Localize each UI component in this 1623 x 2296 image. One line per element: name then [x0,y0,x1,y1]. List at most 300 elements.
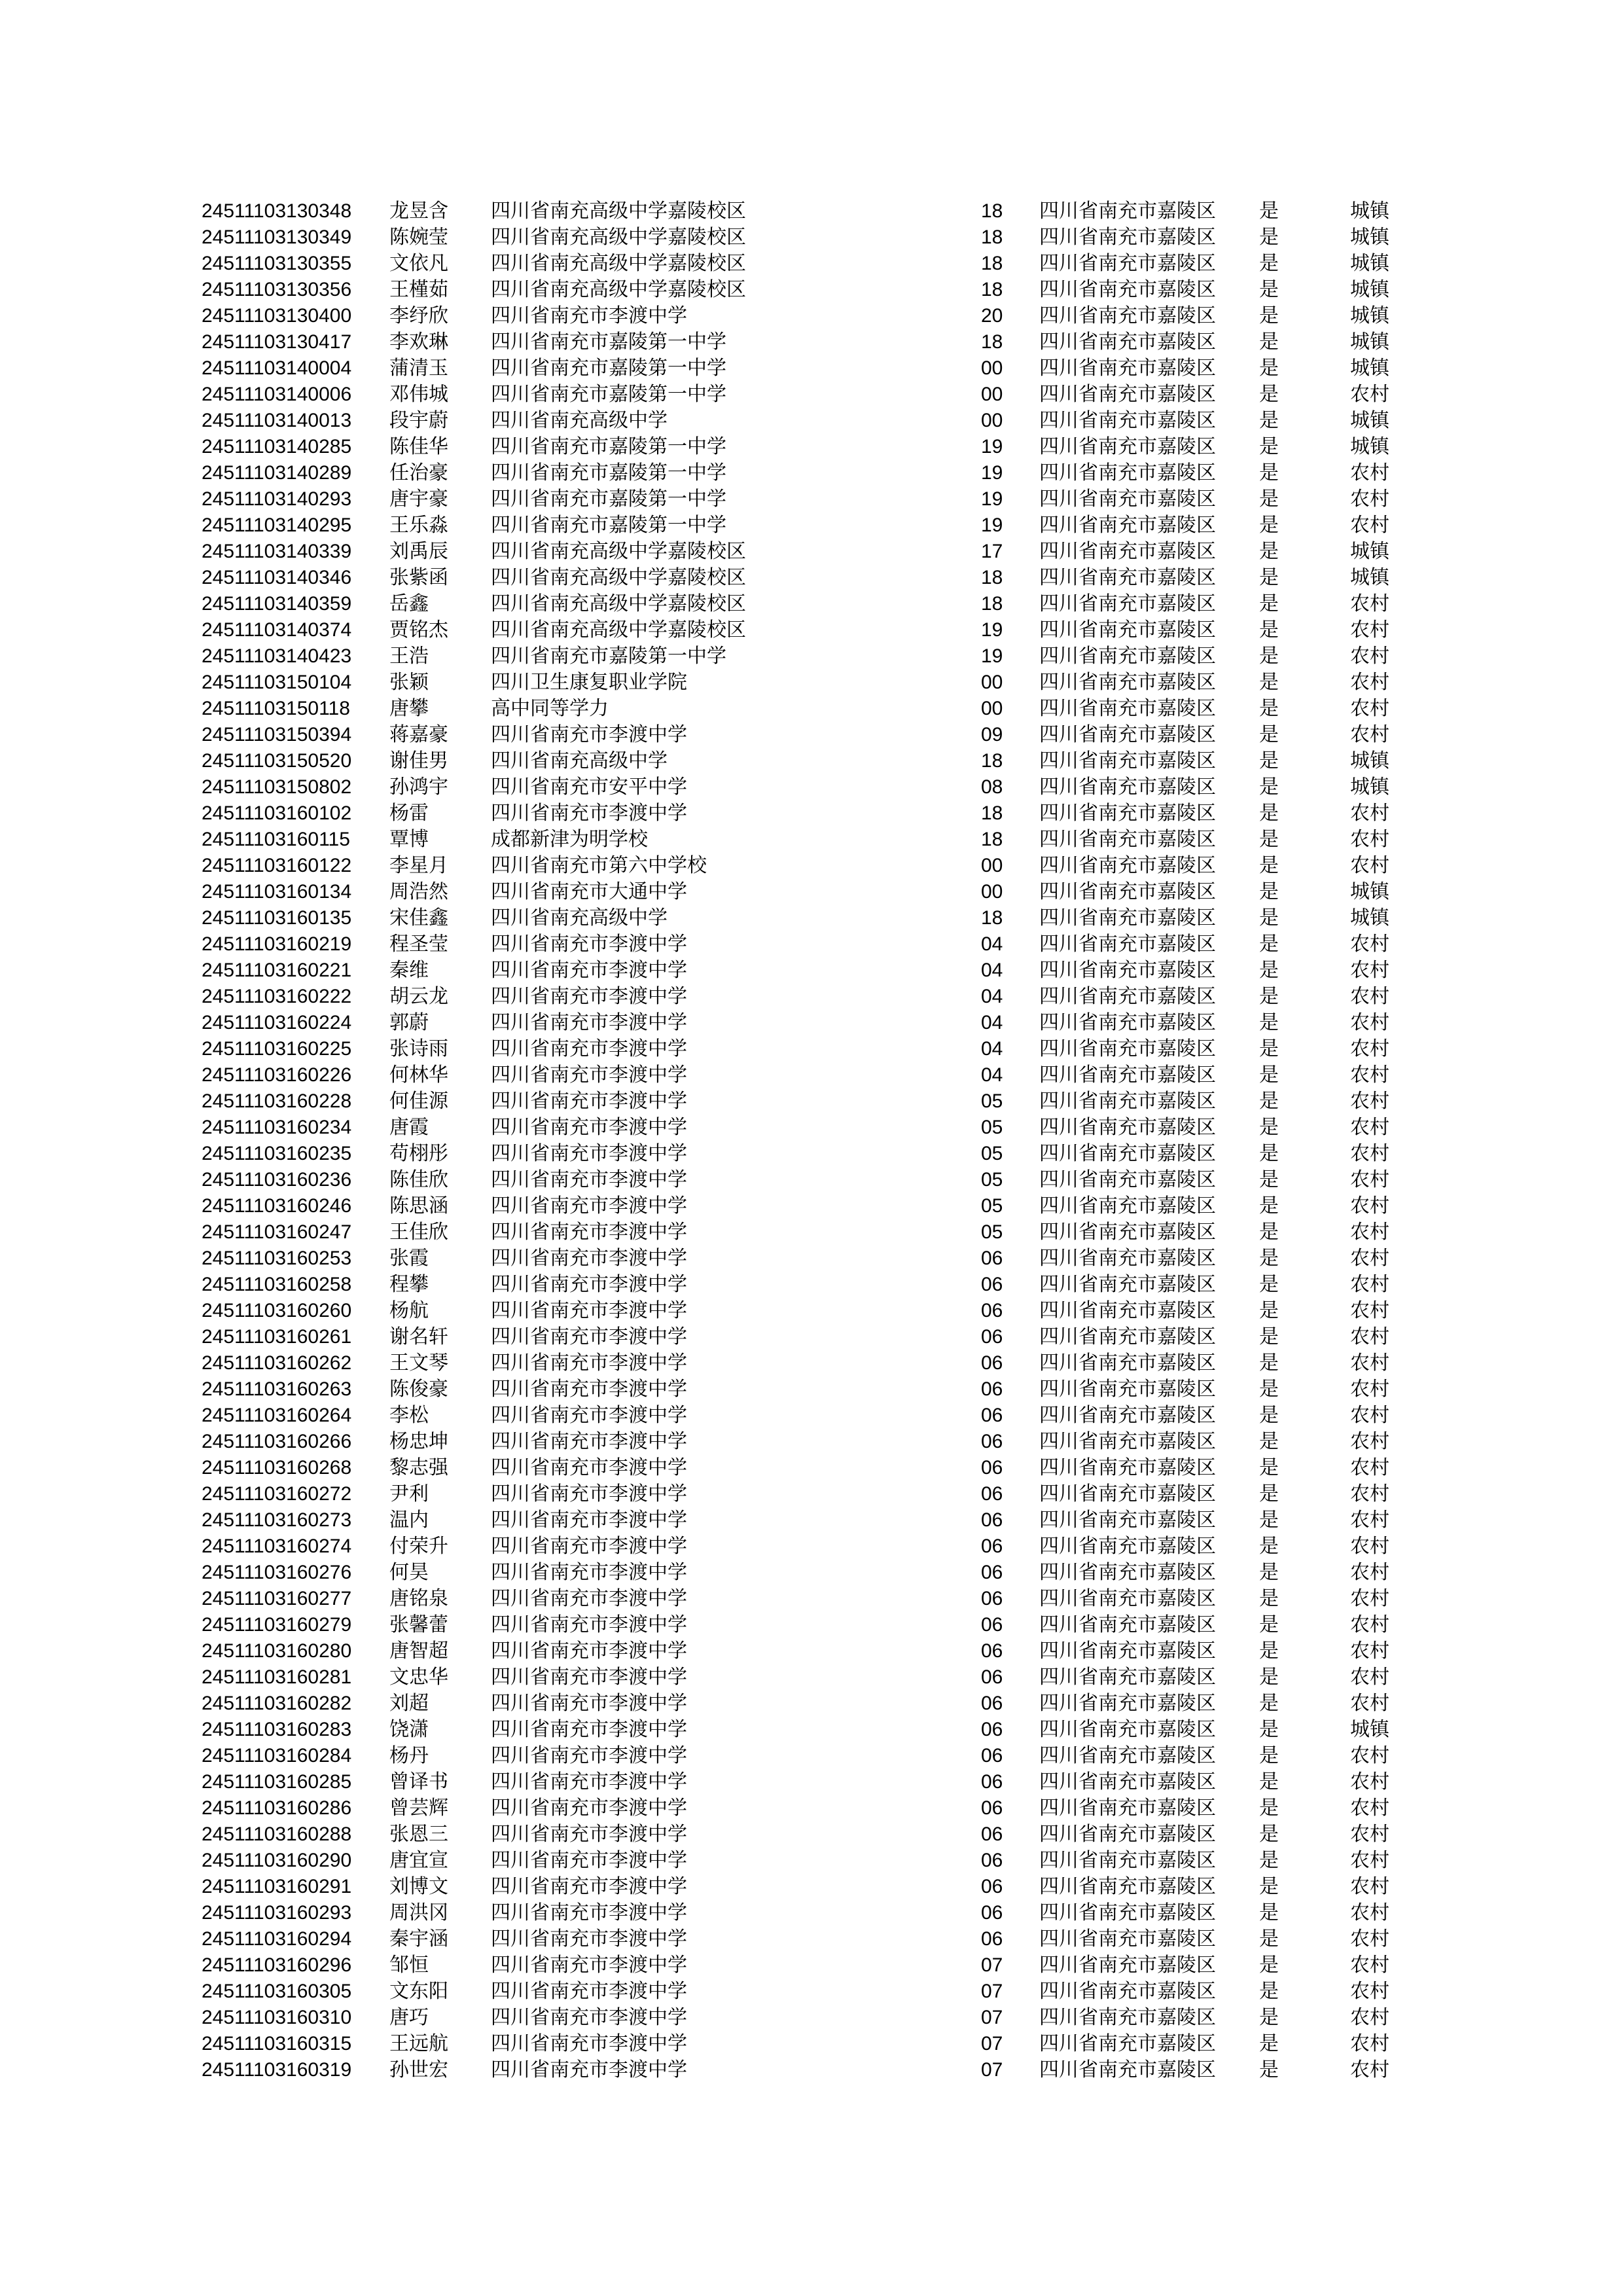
residence-type-cell: 城镇 [1350,540,1389,563]
region-cell: 四川省南充市嘉陵区 [1039,1116,1216,1139]
region-cell: 四川省南充市嘉陵区 [1039,1037,1216,1060]
residence-type-cell: 农村 [1350,854,1389,877]
exam-number-cell: 24511103140346 [202,567,352,588]
class-code-cell: 18 [981,253,1003,274]
class-code-cell: 06 [981,1666,1003,1688]
class-code-cell: 19 [981,436,1003,457]
residence-type-cell: 农村 [1350,2058,1389,2081]
eligibility-cell: 是 [1259,1535,1279,1558]
exam-number-cell: 24511103140013 [202,410,352,431]
region-cell: 四川省南充市嘉陵区 [1039,1797,1216,1820]
region-cell: 四川省南充市嘉陵区 [1039,1482,1216,1505]
student-name-cell: 孙世宏 [389,2058,448,2081]
table-row [202,1821,1432,1848]
exam-number-cell: 24511103130349 [202,226,352,248]
region-cell: 四川省南充市嘉陵区 [1039,304,1216,327]
exam-number-cell: 24511103160283 [202,1719,352,1740]
region-cell: 四川省南充市嘉陵区 [1039,1587,1216,1610]
table-row [202,1926,1432,1952]
region-cell: 四川省南充市嘉陵区 [1039,592,1216,615]
student-name-cell: 郭蔚 [389,1011,429,1034]
school-cell: 四川省南充市嘉陵第一中学 [491,435,726,458]
class-code-cell: 18 [981,279,1003,300]
class-code-cell: 06 [981,1562,1003,1583]
exam-number-cell: 24511103140289 [202,462,352,484]
student-name-cell: 谢名轩 [389,1325,448,1348]
class-code-cell: 06 [981,1693,1003,1714]
student-name-cell: 王槿茹 [389,278,448,301]
student-name-cell: 刘超 [389,1692,429,1715]
table-row [202,591,1432,617]
table-row [202,2005,1432,2031]
region-cell: 四川省南充市嘉陵区 [1039,1352,1216,1374]
student-name-cell: 付荣升 [389,1535,448,1558]
eligibility-cell: 是 [1259,880,1279,903]
class-code-cell: 04 [981,1064,1003,1086]
table-row [202,512,1432,539]
region-cell: 四川省南充市嘉陵区 [1039,409,1216,432]
school-cell: 四川省南充市李渡中学 [491,1666,687,1689]
class-code-cell: 06 [981,1483,1003,1505]
table-row [202,1900,1432,1926]
class-code-cell: 05 [981,1117,1003,1138]
school-cell: 四川省南充市李渡中学 [491,2032,687,2055]
region-cell: 四川省南充市嘉陵区 [1039,1378,1216,1401]
eligibility-cell: 是 [1259,802,1279,825]
student-name-cell: 贾铭杰 [389,619,448,641]
table-row [202,1717,1432,1743]
school-cell: 四川省南充市第六中学校 [491,854,707,877]
student-name-cell: 杨丹 [389,1744,429,1767]
exam-number-cell: 24511103140285 [202,436,352,457]
residence-type-cell: 农村 [1350,1325,1389,1348]
table-row [202,774,1432,800]
student-name-cell: 秦维 [389,959,429,982]
exam-number-cell: 24511103140295 [202,514,352,536]
exam-number-cell: 24511103160274 [202,1535,352,1557]
student-name-cell: 何佳源 [389,1090,448,1113]
exam-number-cell: 24511103160279 [202,1614,352,1636]
residence-type-cell: 农村 [1350,933,1389,956]
student-name-cell: 任治豪 [389,461,448,484]
residence-type-cell: 农村 [1350,1273,1389,1296]
region-cell: 四川省南充市嘉陵区 [1039,1928,1216,1950]
eligibility-cell: 是 [1259,828,1279,851]
residence-type-cell: 城镇 [1350,357,1389,380]
table-row [202,1586,1432,1612]
table-row [202,905,1432,931]
region-cell: 四川省南充市嘉陵区 [1039,1168,1216,1191]
class-code-cell: 18 [981,593,1003,615]
eligibility-cell: 是 [1259,514,1279,537]
eligibility-cell: 是 [1259,1299,1279,1322]
class-code-cell: 04 [981,986,1003,1007]
exam-number-cell: 24511103150802 [202,776,352,798]
exam-number-cell: 24511103160284 [202,1745,352,1767]
table-row [202,1167,1432,1193]
region-cell: 四川省南充市嘉陵区 [1039,880,1216,903]
eligibility-cell: 是 [1259,619,1279,641]
eligibility-cell: 是 [1259,906,1279,929]
exam-number-cell: 24511103130417 [202,331,352,353]
exam-number-cell: 24511103160253 [202,1247,352,1269]
table-row [202,1324,1432,1350]
residence-type-cell: 农村 [1350,697,1389,720]
residence-type-cell: 农村 [1350,959,1389,982]
region-cell: 四川省南充市嘉陵区 [1039,985,1216,1008]
eligibility-cell: 是 [1259,959,1279,982]
school-cell: 四川省南充高级中学嘉陵校区 [491,278,746,301]
exam-number-cell: 24511103160293 [202,1902,352,1924]
school-cell: 四川省南充市李渡中学 [491,1640,687,1662]
school-cell: 四川省南充市李渡中学 [491,1116,687,1139]
class-code-cell: 18 [981,750,1003,772]
school-cell: 四川省南充市李渡中学 [491,1037,687,1060]
region-cell: 四川省南充市嘉陵区 [1039,461,1216,484]
exam-number-cell: 24511103160234 [202,1117,352,1138]
school-cell: 四川省南充市李渡中学 [491,1482,687,1505]
school-cell: 四川省南充高级中学嘉陵校区 [491,200,746,223]
table-row [202,1664,1432,1691]
exam-number-cell: 24511103160236 [202,1169,352,1191]
exam-number-cell: 24511103160285 [202,1771,352,1793]
region-cell: 四川省南充市嘉陵区 [1039,619,1216,641]
table-row [202,1638,1432,1664]
region-cell: 四川省南充市嘉陵区 [1039,488,1216,511]
class-code-cell: 18 [981,200,1003,222]
class-code-cell: 06 [981,1797,1003,1819]
residence-type-cell: 农村 [1350,592,1389,615]
region-cell: 四川省南充市嘉陵区 [1039,252,1216,275]
class-code-cell: 18 [981,907,1003,929]
school-cell: 四川省南充市李渡中学 [491,304,687,327]
eligibility-cell: 是 [1259,1037,1279,1060]
student-name-cell: 张霞 [389,1247,429,1270]
class-code-cell: 06 [981,1247,1003,1269]
class-code-cell: 06 [981,1378,1003,1400]
exam-number-cell: 24511103130348 [202,200,352,222]
table-row [202,539,1432,565]
eligibility-cell: 是 [1259,854,1279,877]
class-code-cell: 09 [981,724,1003,745]
eligibility-cell: 是 [1259,409,1279,432]
residence-type-cell: 农村 [1350,1142,1389,1165]
region-cell: 四川省南充市嘉陵区 [1039,802,1216,825]
table-row [202,696,1432,722]
student-name-cell: 陈俊豪 [389,1378,448,1401]
student-name-cell: 饶潇 [389,1718,429,1741]
school-cell: 四川省南充市李渡中学 [491,1247,687,1270]
region-cell: 四川省南充市嘉陵区 [1039,278,1216,301]
student-name-cell: 孙鸿宇 [389,776,448,798]
eligibility-cell: 是 [1259,1064,1279,1086]
table-row [202,1246,1432,1272]
student-name-cell: 王文琴 [389,1352,448,1374]
student-name-cell: 张诗雨 [389,1037,448,1060]
class-code-cell: 19 [981,619,1003,641]
school-cell: 四川省南充市嘉陵第一中学 [491,357,726,380]
exam-number-cell: 24511103160246 [202,1195,352,1217]
eligibility-cell: 是 [1259,1928,1279,1950]
eligibility-cell: 是 [1259,1378,1279,1401]
eligibility-cell: 是 [1259,278,1279,301]
table-row [202,617,1432,643]
region-cell: 四川省南充市嘉陵区 [1039,1221,1216,1244]
eligibility-cell: 是 [1259,776,1279,798]
table-row [202,1141,1432,1167]
eligibility-cell: 是 [1259,2006,1279,2029]
eligibility-cell: 是 [1259,1221,1279,1244]
student-name-cell: 宋佳鑫 [389,906,448,929]
eligibility-cell: 是 [1259,1273,1279,1296]
student-name-cell: 李松 [389,1404,429,1427]
exam-number-cell: 24511103140006 [202,384,352,405]
region-cell: 四川省南充市嘉陵区 [1039,1011,1216,1034]
table-row [202,486,1432,512]
eligibility-cell: 是 [1259,1718,1279,1741]
school-cell: 四川省南充市李渡中学 [491,1325,687,1348]
student-name-cell: 蒋嘉豪 [389,723,448,746]
class-code-cell: 06 [981,1535,1003,1557]
eligibility-cell: 是 [1259,304,1279,327]
student-name-cell: 程攀 [389,1273,429,1296]
student-name-cell: 杨航 [389,1299,429,1322]
residence-type-cell: 农村 [1350,1037,1389,1060]
residence-type-cell: 城镇 [1350,880,1389,903]
school-cell: 四川省南充市李渡中学 [491,2006,687,2029]
class-code-cell: 19 [981,514,1003,536]
eligibility-cell: 是 [1259,723,1279,746]
eligibility-cell: 是 [1259,645,1279,668]
school-cell: 四川省南充市李渡中学 [491,1770,687,1793]
class-code-cell: 06 [981,1326,1003,1348]
eligibility-cell: 是 [1259,933,1279,956]
class-code-cell: 00 [981,357,1003,379]
class-code-cell: 00 [981,881,1003,903]
region-cell: 四川省南充市嘉陵区 [1039,200,1216,223]
school-cell: 四川省南充市李渡中学 [491,1273,687,1296]
student-name-cell: 唐宜宣 [389,1849,448,1872]
eligibility-cell: 是 [1259,1456,1279,1479]
eligibility-cell: 是 [1259,1404,1279,1427]
exam-number-cell: 24511103160272 [202,1483,352,1505]
residence-type-cell: 城镇 [1350,409,1389,432]
eligibility-cell: 是 [1259,1770,1279,1793]
student-name-cell: 何林华 [389,1064,448,1086]
table-row [202,2031,1432,2057]
table-row [202,1769,1432,1795]
exam-number-cell: 24511103160258 [202,1274,352,1295]
region-cell: 四川省南充市嘉陵区 [1039,540,1216,563]
eligibility-cell: 是 [1259,1116,1279,1139]
school-cell: 四川省南充市嘉陵第一中学 [491,645,726,668]
student-name-cell: 岳鑫 [389,592,429,615]
region-cell: 四川省南充市嘉陵区 [1039,514,1216,537]
class-code-cell: 06 [981,1745,1003,1767]
class-code-cell: 04 [981,1038,1003,1060]
school-cell: 四川省南充市嘉陵第一中学 [491,461,726,484]
residence-type-cell: 农村 [1350,1064,1389,1086]
eligibility-cell: 是 [1259,1797,1279,1820]
class-code-cell: 07 [981,1954,1003,1976]
school-cell: 四川省南充市李渡中学 [491,1823,687,1846]
student-name-cell: 王佳欣 [389,1221,448,1244]
school-cell: 四川省南充市李渡中学 [491,1613,687,1636]
class-code-cell: 00 [981,672,1003,693]
region-cell: 四川省南充市嘉陵区 [1039,1404,1216,1427]
student-name-cell: 唐铭泉 [389,1587,448,1610]
student-name-cell: 杨雷 [389,802,429,825]
residence-type-cell: 城镇 [1350,776,1389,798]
exam-number-cell: 24511103140423 [202,645,352,667]
region-cell: 四川省南充市嘉陵区 [1039,906,1216,929]
table-row [202,251,1432,277]
school-cell: 四川省南充市李渡中学 [491,1797,687,1820]
school-cell: 四川省南充市安平中学 [491,776,687,798]
residence-type-cell: 农村 [1350,1561,1389,1584]
exam-number-cell: 24511103130400 [202,305,352,327]
region-cell: 四川省南充市嘉陵区 [1039,1613,1216,1636]
school-cell: 四川省南充市李渡中学 [491,1980,687,2003]
exam-number-cell: 24511103160122 [202,855,352,876]
residence-type-cell: 城镇 [1350,1718,1389,1741]
exam-number-cell: 24511103160247 [202,1221,352,1243]
school-cell: 四川省南充市李渡中学 [491,1168,687,1191]
school-cell: 四川省南充市李渡中学 [491,1430,687,1453]
school-cell: 四川省南充市李渡中学 [491,1587,687,1610]
table-row [202,303,1432,329]
table-row [202,382,1432,408]
class-code-cell: 05 [981,1195,1003,1217]
table-row [202,329,1432,355]
region-cell: 四川省南充市嘉陵区 [1039,671,1216,694]
student-name-cell: 何昊 [389,1561,429,1584]
table-row [202,1481,1432,1507]
region-cell: 四川省南充市嘉陵区 [1039,383,1216,406]
table-row [202,1403,1432,1429]
region-cell: 四川省南充市嘉陵区 [1039,435,1216,458]
residence-type-cell: 农村 [1350,1797,1389,1820]
exam-number-cell: 24511103130355 [202,253,352,274]
student-name-cell: 邹恒 [389,1954,429,1977]
residence-type-cell: 农村 [1350,1535,1389,1558]
class-code-cell: 06 [981,1300,1003,1321]
region-cell: 四川省南充市嘉陵区 [1039,1299,1216,1322]
class-code-cell: 07 [981,1981,1003,2002]
eligibility-cell: 是 [1259,1011,1279,1034]
residence-type-cell: 农村 [1350,985,1389,1008]
region-cell: 四川省南充市嘉陵区 [1039,749,1216,772]
class-code-cell: 18 [981,331,1003,353]
table-row [202,1795,1432,1821]
eligibility-cell: 是 [1259,1823,1279,1846]
roster-table [202,198,1432,2083]
student-name-cell: 黎志强 [389,1456,448,1479]
student-name-cell: 文依凡 [389,252,448,275]
eligibility-cell: 是 [1259,357,1279,380]
residence-type-cell: 农村 [1350,383,1389,406]
eligibility-cell: 是 [1259,200,1279,223]
school-cell: 四川省南充市李渡中学 [491,1561,687,1584]
school-cell: 四川省南充高级中学 [491,906,668,929]
exam-number-cell: 24511103160222 [202,986,352,1007]
table-row [202,1534,1432,1560]
residence-type-cell: 农村 [1350,1430,1389,1453]
exam-number-cell: 24511103160276 [202,1562,352,1583]
exam-number-cell: 24511103150118 [202,698,350,719]
class-code-cell: 06 [981,1640,1003,1662]
eligibility-cell: 是 [1259,1849,1279,1872]
class-code-cell: 19 [981,645,1003,667]
residence-type-cell: 农村 [1350,1352,1389,1374]
school-cell: 四川省南充高级中学嘉陵校区 [491,540,746,563]
exam-number-cell: 24511103160225 [202,1038,352,1060]
eligibility-cell: 是 [1259,1587,1279,1610]
eligibility-cell: 是 [1259,1640,1279,1662]
exam-number-cell: 24511103160273 [202,1509,352,1531]
student-name-cell: 唐宇豪 [389,488,448,511]
residence-type-cell: 城镇 [1350,749,1389,772]
eligibility-cell: 是 [1259,1901,1279,1924]
student-name-cell: 覃博 [389,828,429,851]
exam-number-cell: 24511103160286 [202,1797,352,1819]
table-row [202,1874,1432,1900]
class-code-cell: 06 [981,1719,1003,1740]
student-name-cell: 唐攀 [389,697,429,720]
table-row [202,565,1432,591]
exam-number-cell: 24511103160228 [202,1090,352,1112]
region-cell: 四川省南充市嘉陵区 [1039,1666,1216,1689]
class-code-cell: 06 [981,1771,1003,1793]
residence-type-cell: 农村 [1350,514,1389,537]
student-name-cell: 文忠华 [389,1666,448,1689]
student-name-cell: 陈佳欣 [389,1168,448,1191]
exam-number-cell: 24511103140004 [202,357,352,379]
eligibility-cell: 是 [1259,226,1279,249]
residence-type-cell: 农村 [1350,1404,1389,1427]
eligibility-cell: 是 [1259,1325,1279,1348]
exam-number-cell: 24511103160294 [202,1928,352,1950]
class-code-cell: 04 [981,1012,1003,1033]
exam-number-cell: 24511103150394 [202,724,352,745]
residence-type-cell: 城镇 [1350,906,1389,929]
class-code-cell: 06 [981,1588,1003,1609]
student-name-cell: 唐霞 [389,1116,429,1139]
student-name-cell: 蒲清玉 [389,357,448,380]
region-cell: 四川省南充市嘉陵区 [1039,723,1216,746]
school-cell: 四川省南充高级中学嘉陵校区 [491,619,746,641]
eligibility-cell: 是 [1259,1613,1279,1636]
table-row [202,800,1432,827]
school-cell: 四川省南充市李渡中学 [491,985,687,1008]
residence-type-cell: 农村 [1350,1221,1389,1244]
student-name-cell: 程圣莹 [389,933,448,956]
class-code-cell: 18 [981,226,1003,248]
exam-number-cell: 24511103160115 [202,829,350,850]
student-name-cell: 陈思涵 [389,1194,448,1217]
school-cell: 四川省南充市李渡中学 [491,1221,687,1244]
class-code-cell: 06 [981,1850,1003,1871]
eligibility-cell: 是 [1259,1194,1279,1217]
eligibility-cell: 是 [1259,2032,1279,2055]
class-code-cell: 06 [981,1928,1003,1950]
table-row [202,984,1432,1010]
student-name-cell: 刘禹辰 [389,540,448,563]
school-cell: 四川省南充高级中学 [491,409,668,432]
residence-type-cell: 农村 [1350,1613,1389,1636]
residence-type-cell: 农村 [1350,1980,1389,2003]
residence-type-cell: 城镇 [1350,566,1389,589]
